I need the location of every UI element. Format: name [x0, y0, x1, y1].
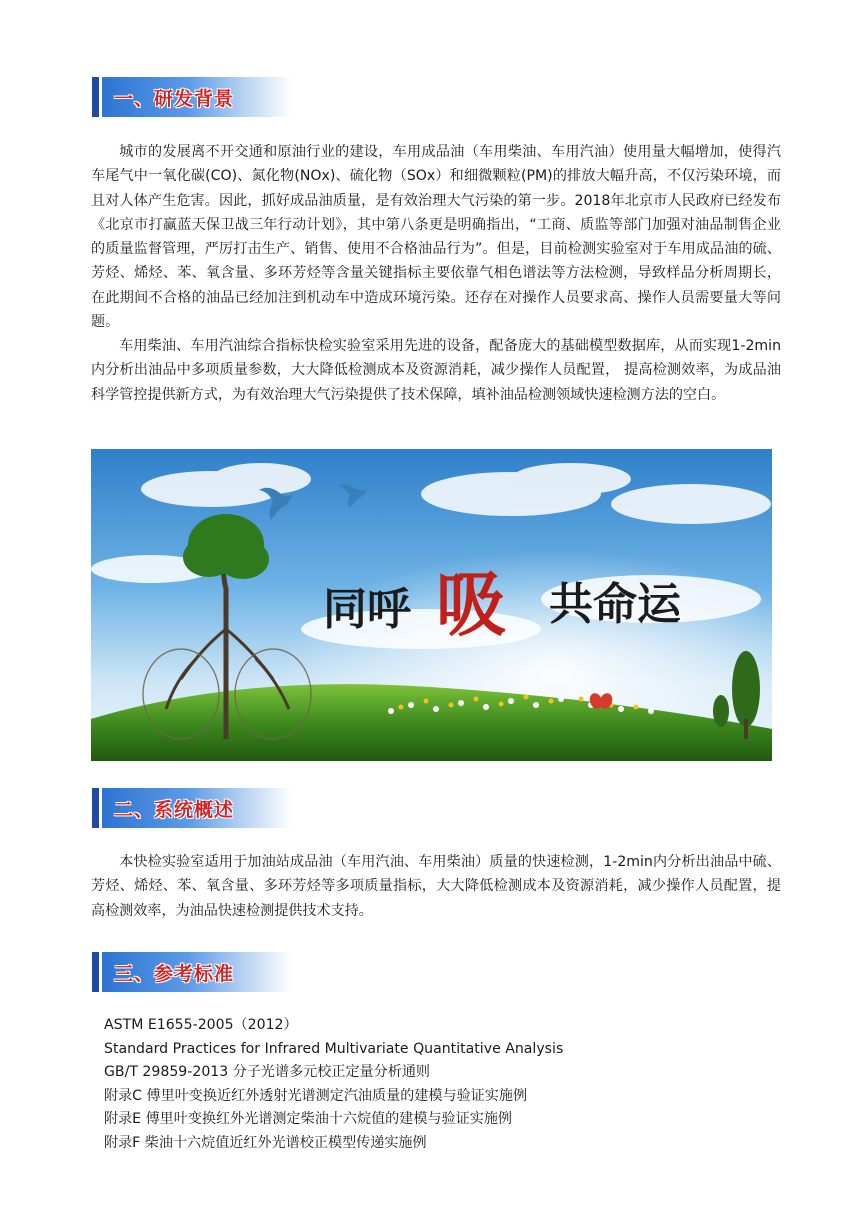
overview-paragraph: 本快检实验室适用于加油站成品油（车用汽油、车用柴油）质量的快速检测，1-2min内分析出油品中硫、芳烃、烯烃、苯、氧含量、多环芳烃等多项质量指标，大大降低检测成本及资源消耗，减少操作人员配置，提高检测效率，为油品快速检测提供技术支持。 — [91, 854, 781, 919]
background-paragraph-2: 车用柴油、车用汽油综合指标快检实验室采用先进的设备，配备庞大的基础模型数据库，从而实现1-2min内分析出油品中多项质量参数，大大降低检测成本及资源消耗，减少操作人员配置， 提高检测效率，为成品油科学管控提供新方式，为有效治理大气污染提供了技术保障，填补油品检测领域快速检测方法的空白。 — [91, 338, 781, 403]
banner-illustration — [91, 449, 772, 761]
section-title-overview: 二、系统概述 — [114, 798, 235, 821]
section-header-overview — [92, 788, 292, 828]
standard-item: GB/T 29859-2013 分子光谱多元校正定量分析通则 — [104, 1064, 431, 1081]
slogan-highlight: 吸 — [436, 563, 506, 646]
background-paragraph-1: 城市的发展离不开交通和原油行业的建设，车用成品油（车用柴油、车用汽油）使用量大幅增加，使得汽车尾气中一氧化碳(CO)、氮化物(NOx)、硫化物（SOx）和细微颗粒(PM)的排放大幅升高，不仅污染环境，而且对人体产生危害。因此，抓好成品油质量，是有效治理大气污染的第一步。2018年北京市人民政府已经发布《北京市打赢蓝天保卫战三年行动计划》，其中第八条更是明确指出，“工商、质监等部门加强对油品制售企业的质量监督管理，严厉打击生产、销售、使用不合格油品行为”。但是，目前检测实验室对于车用成品油的硫、芳烃、烯烃、苯、氧含量、多环芳烃等含量关键指标主要依靠气相色谱法等方法检测，导致样品分析周期长，在此期间不合格的油品已经加注到机动车中造成环境污染。还存在对操作人员要求高、操作人员需要量大等问题。 — [91, 144, 781, 331]
slogan-right: 共命运 — [549, 579, 681, 630]
standards-list — [104, 1014, 563, 1156]
slogan-left: 同呼 — [323, 584, 411, 635]
standard-item: 附录F 柴油十六烷值近红外光谱校正模型传递实施例 — [104, 1134, 427, 1151]
standard-item: 附录E 傅里叶变换红外光谱测定柴油十六烷值的建模与验证实施例 — [104, 1111, 513, 1128]
header-accent-bar — [92, 77, 99, 117]
section-title-background: 一、研发背景 — [114, 87, 235, 110]
header-accent-bar — [92, 952, 99, 992]
section-title-standards: 三、参考标准 — [114, 962, 235, 985]
standard-item: 附录C 傅里叶变换近红外透射光谱测定汽油质量的建模与验证实施例 — [104, 1087, 528, 1104]
standard-item: Standard Practices for Infrared Multivariate Quantitative Analysis — [104, 1040, 564, 1057]
standard-item: ASTM E1655-2005（2012） — [104, 1017, 298, 1033]
section-header-background — [92, 77, 292, 117]
section-header-standards — [92, 952, 292, 992]
header-accent-bar — [92, 788, 99, 828]
